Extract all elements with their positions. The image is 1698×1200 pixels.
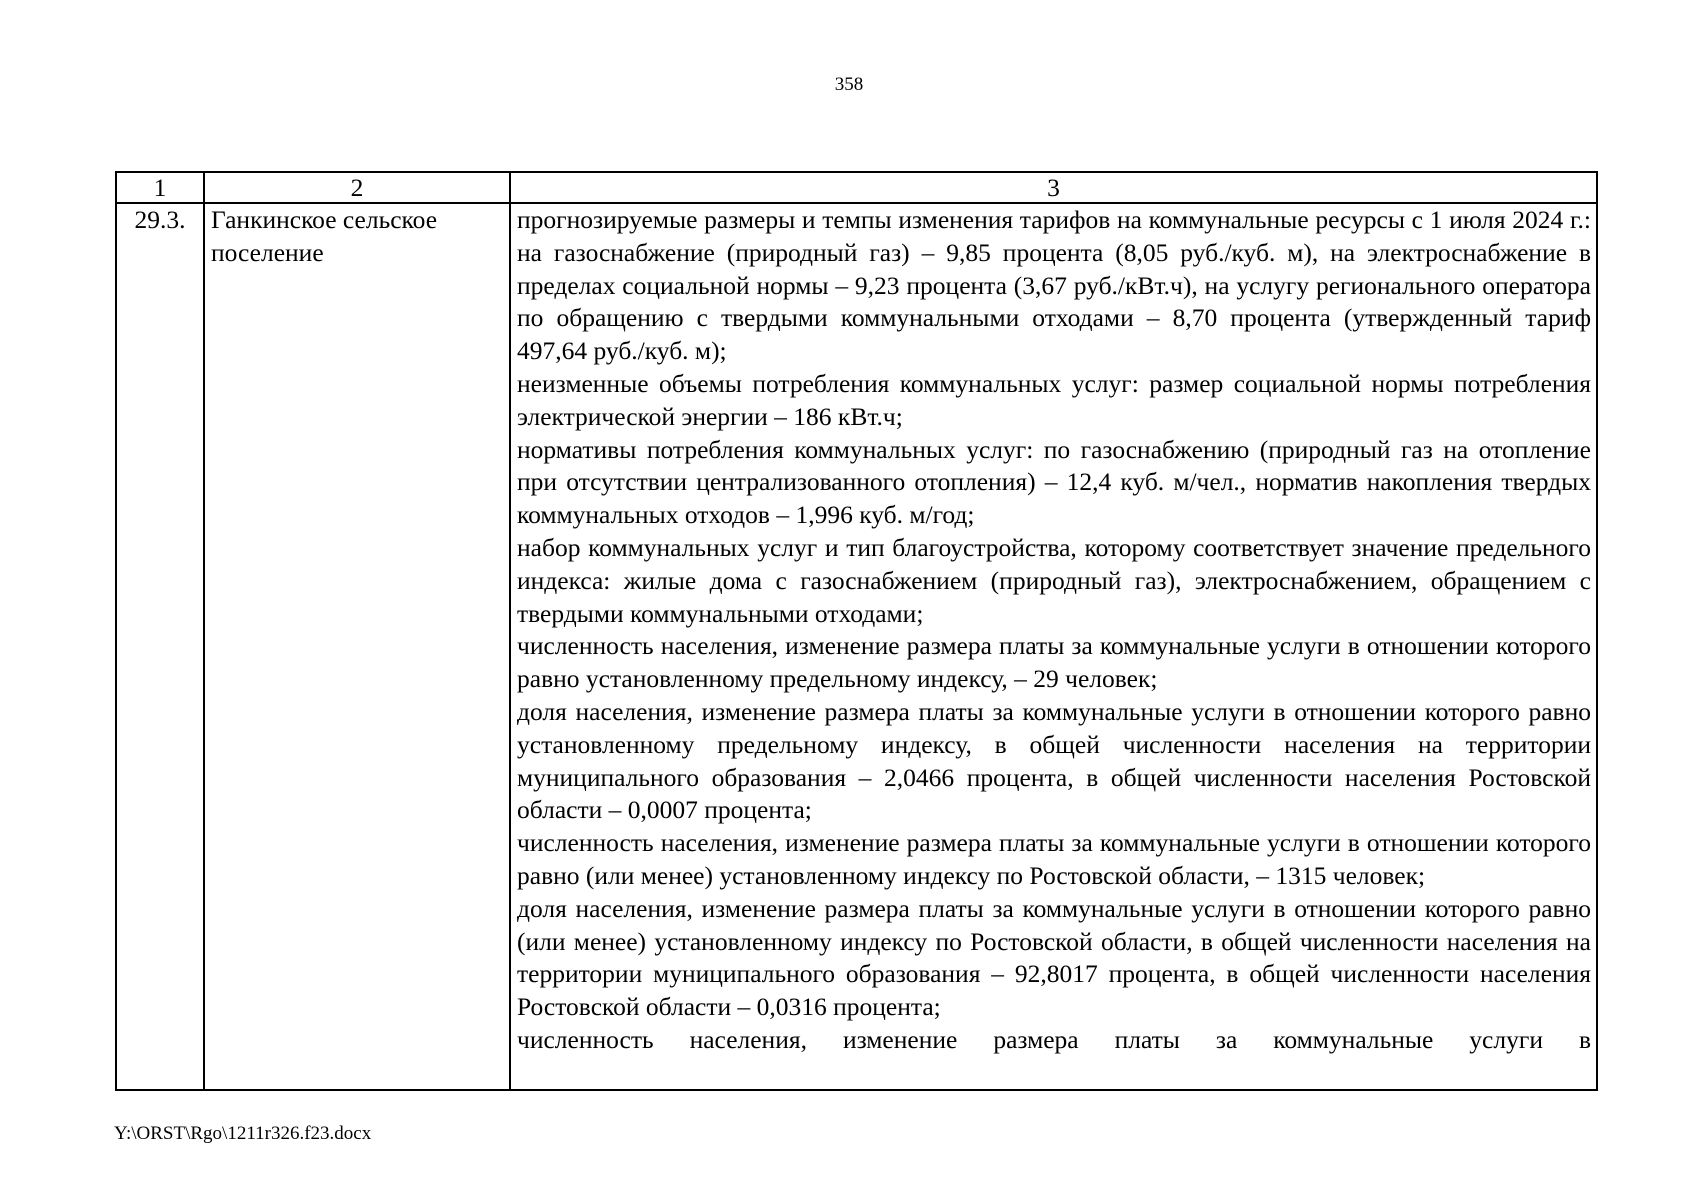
population-at-index-paragraph: численность населения, изменение размера платы за коммунальные услуги в отношении которого равно установленному предельному индексу, – 29 человек;	[517, 631, 1591, 694]
column-header-1: 1	[116, 172, 204, 203]
column-header-2: 2	[204, 172, 510, 203]
table-row	[116, 203, 1597, 1090]
tariff-forecast-paragraph: прогнозируемые размеры и темпы изменения тарифов на коммунальные ресурсы с 1 июля 2024 г.: на газоснабжение (природный газ) – 9,85 процента (8,05 руб./куб. м), на электроснабжение в пределах социальной нормы – 9,23 процента (3,67 руб./кВт.ч), на услугу регионального оператора по обращению с твердыми коммунальными отходами – 8,70 процента (утвержденный тариф 497,64 руб./куб. м);	[517, 205, 1591, 366]
consumption-norms-paragraph: нормативы потребления коммунальных услуг: по газоснабжению (природный газ на отопление при отсутствии централизованного отопления) – 12,4 куб. м/чел., норматив накопления твердых коммунальных отходов – 1,996 куб. м/год;	[517, 434, 1591, 530]
population-below-regional-index-paragraph: численность населения, изменение размера платы за коммунальные услуги в отношении которого равно (или менее) установленному индексу по Ростовской области, – 1315 человек;	[517, 828, 1591, 890]
footer-file-path: Y:\ORST\Rgo\1211r326.f23.docx	[114, 1123, 372, 1144]
row-number-cell: 29.3.	[116, 203, 204, 1090]
services-set-paragraph: набор коммунальных услуг и тип благоустройства, которому соответствует значение предельного индекса: жилые дома с газоснабжением (природный газ), электроснабжением, обращением с твердыми коммунальными отходами;	[517, 532, 1591, 628]
page-number: 358	[834, 74, 864, 95]
consumption-volume-paragraph: неизменные объемы потребления коммунальных услуг: размер социальной нормы потребления электрической энергии – 186 кВт.ч;	[517, 368, 1591, 431]
column-header-3: 3	[510, 172, 1597, 203]
description-cell	[510, 203, 1597, 1090]
table-header-row	[116, 172, 1597, 203]
population-share-below-regional-index-paragraph: доля населения, изменение размера платы за коммунальные услуги в отношении которого равно (или менее) установленному индексу по Ростовской области, в общей численности населения на территории муниципального образования – 92,8017 процента, в общей численности населения Ростовской области – 0,0316 процента;	[517, 893, 1591, 1022]
tariff-table	[115, 171, 1598, 1091]
population-share-at-index-paragraph: доля населения, изменение размера платы за коммунальные услуги в отношении которого равно установленному предельному индексу, в общей численности населения на территории муниципального образования – 2,0466 процента, в общей численности населения Ростовской области – 0,0007 процента;	[517, 696, 1591, 825]
continued-paragraph: численность населения, изменение размера платы за коммунальные услуги в	[517, 1024, 1591, 1054]
settlement-name-cell: Ганкинское сельское поселение	[204, 203, 510, 1090]
